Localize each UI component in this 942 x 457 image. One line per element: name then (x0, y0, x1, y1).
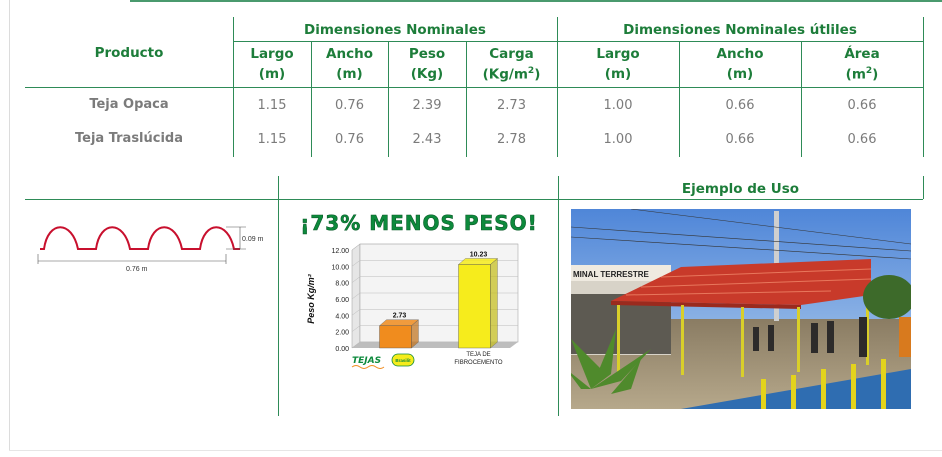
bottom-divider (923, 176, 924, 199)
weight-comparison-promo (290, 206, 548, 376)
chart-y-axis-label: Peso Kg/m² (306, 274, 316, 324)
col-label: Ancho (326, 46, 373, 62)
table-cell: 0.66 (847, 98, 877, 113)
chart-bar (459, 264, 491, 348)
col-header-peso (388, 46, 466, 82)
bottom-divider (558, 176, 559, 416)
col-header-ancho-util (679, 46, 801, 82)
col-unit: $(Kg/m^2)$ (482, 66, 541, 83)
col-unit: (m) (604, 66, 632, 82)
chart-y-tick-label: 2.00 (335, 329, 349, 337)
table-cell: 0.66 (847, 132, 877, 147)
col-label: Área (844, 46, 880, 62)
promo-headline: ¡73% MENOS PESO! (300, 211, 538, 235)
table-cell: 1.00 (603, 132, 633, 147)
table-cell: 2.73 (497, 98, 526, 113)
group-header-nominal: Dimensiones Nominales (304, 22, 486, 38)
col-label: Ancho (716, 46, 764, 62)
bottom-section-line (25, 199, 923, 200)
product-name: Teja Opaca (89, 97, 169, 112)
table-cell: 1.15 (257, 98, 287, 113)
chart-bar (380, 326, 412, 348)
example-header: Ejemplo de Uso (681, 181, 800, 197)
tile-profile-curve (40, 227, 240, 249)
chart-y-tick-label: 12.00 (331, 248, 349, 255)
col-header-ancho (311, 46, 388, 82)
col-unit: (m) (726, 66, 754, 82)
col-divider (923, 17, 924, 157)
table-cell: 1.00 (603, 98, 633, 113)
chart-bar-side (491, 258, 498, 348)
top-accent-line (130, 0, 942, 2)
col-header-largo (233, 46, 311, 82)
table-cell: 0.76 (335, 98, 364, 113)
col-unit: (m) (336, 66, 363, 82)
table-cell: 0.66 (725, 132, 755, 147)
header-underline (25, 87, 923, 88)
frame-left-border (9, 0, 10, 450)
example-photo (571, 209, 911, 409)
col-header-area (801, 46, 923, 83)
table-cell: 2.78 (497, 132, 526, 147)
terminal-sign: MINAL TERRESTRE (573, 270, 649, 279)
chart-y-tick-label: 4.00 (335, 313, 349, 321)
height-dimension-label: 0.09 m (242, 236, 264, 243)
table-cell: 2.39 (412, 98, 442, 113)
table-cell: 0.76 (335, 132, 364, 147)
chart-y-tick-label: 8.00 (335, 280, 349, 288)
product-header: Producto (94, 45, 164, 61)
brand-logo-badge-text: Brasilit (395, 358, 411, 363)
tile-profile-diagram (30, 220, 276, 275)
col-label: Largo (250, 46, 294, 62)
col-label: Largo (596, 46, 640, 62)
chart-y-tick-label: 6.00 (335, 297, 349, 304)
col-unit: (Kg) (410, 66, 444, 82)
bottom-divider (278, 176, 279, 416)
col-header-largo-util (557, 46, 679, 82)
chart-category-label: FIBROCEMENTO (454, 360, 503, 366)
group-header-underline (233, 41, 923, 42)
width-dimension-label: 0.76 m (126, 266, 148, 273)
chart-data-label: 2.73 (392, 312, 407, 320)
table-cell: 2.43 (412, 132, 442, 147)
frame-bottom-border (9, 450, 942, 451)
col-label: Carga (489, 46, 534, 62)
col-label: Peso (408, 46, 446, 62)
product-name: Teja Traslúcida (74, 131, 184, 146)
weight-chart (290, 238, 548, 373)
brand-logo-text: TEJAS (352, 356, 382, 366)
chart-data-label: 10.23 (469, 251, 488, 259)
col-header-carga (466, 46, 557, 83)
col-unit: $(m^2)$ (845, 66, 879, 83)
chart-y-tick-label: 10.00 (331, 264, 349, 272)
table-cell: 0.66 (725, 98, 755, 113)
group-header-useful: Dimensiones Nominales útliles (623, 22, 857, 38)
col-unit: (m) (258, 66, 286, 82)
chart-category-label: TEJA DE (466, 352, 491, 358)
chart-y-tick-label: 0.00 (335, 346, 349, 353)
table-cell: 1.15 (257, 132, 287, 147)
